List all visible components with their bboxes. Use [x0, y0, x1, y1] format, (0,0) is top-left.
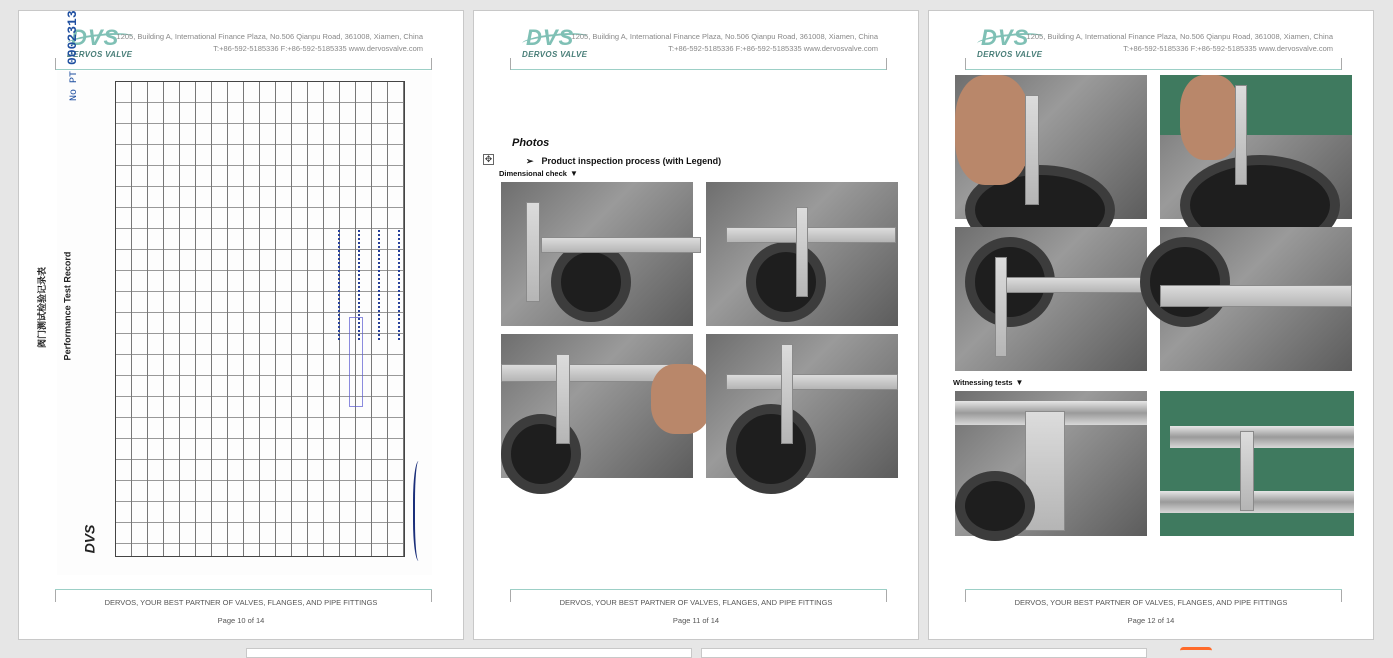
handwriting-mark	[378, 230, 386, 340]
document-page-14-partial	[701, 648, 1147, 658]
dropdown-triangle-icon[interactable]: ▼	[1015, 378, 1024, 387]
record-number-label: No PT	[69, 70, 80, 101]
page-number: Page 10 of 14	[217, 616, 265, 625]
photo-witnessing-test-1	[955, 391, 1147, 536]
move-handle-icon[interactable]: ✥	[484, 154, 493, 164]
arrow-bullet-icon: ➢	[526, 156, 534, 166]
header-rule	[965, 69, 1342, 70]
bullet-item	[526, 156, 721, 167]
caption-dimensional-check	[499, 169, 578, 178]
photo-dimensional-check-2	[706, 182, 898, 326]
photo-flange-check-2	[1160, 75, 1352, 219]
annotation-marker-icon	[1180, 647, 1212, 654]
photo-flange-check-1	[955, 75, 1147, 219]
logo-mark: DVS	[981, 25, 1030, 50]
footer-tagline: DERVOS, YOUR BEST PARTNER OF VALVES, FLANGES, AND PIPE FITTINGS	[1014, 598, 1288, 607]
record-number-value: 0002313	[65, 10, 80, 65]
photo-dimensional-check-3	[501, 334, 693, 478]
handwriting-mark	[338, 230, 346, 340]
dropdown-triangle-icon[interactable]: ▼	[569, 169, 578, 178]
logo-brand: DERVOS VALVE	[977, 50, 1043, 59]
handwriting-mark	[398, 230, 406, 340]
record-number	[65, 10, 80, 101]
photo-flange-check-4	[1160, 227, 1352, 371]
document-page-13-partial	[246, 648, 692, 658]
photo-flange-check-3	[955, 227, 1147, 371]
logo-mark: DVS	[71, 25, 120, 50]
contact-line: T:+86-592-5185336 F:+86-592-5185335 www.dervosvalve.com	[668, 44, 878, 53]
footer-rule	[510, 589, 887, 590]
logo-brand: DERVOS VALVE	[67, 50, 133, 59]
page-number: Page 11 of 14	[672, 616, 720, 625]
header-address	[117, 31, 423, 55]
photo-dimensional-check-1	[501, 182, 693, 326]
address-line: 1205, Building A, International Finance Plaza, No.506 Qianpu Road, 361008, Xiamen, China	[116, 32, 423, 41]
document-page-11	[473, 10, 919, 640]
logo-mark: DVS	[526, 25, 575, 50]
logo-brand: DERVOS VALVE	[522, 50, 588, 59]
header-address	[1027, 31, 1333, 55]
contact-line: T:+86-592-5185336 F:+86-592-5185335 www.dervosvalve.com	[213, 44, 423, 53]
address-line: 1205, Building A, International Finance Plaza, No.506 Qianpu Road, 361008, Xiamen, China	[571, 32, 878, 41]
document-page-10	[18, 10, 464, 640]
contact-line: T:+86-592-5185336 F:+86-592-5185335 www.dervosvalve.com	[1123, 44, 1333, 53]
footer-tagline: DERVOS, YOUR BEST PARTNER OF VALVES, FLANGES, AND PIPE FITTINGS	[559, 598, 833, 607]
inspection-stamp	[349, 317, 363, 407]
header-address	[572, 31, 878, 55]
page-number: Page 12 of 14	[1127, 616, 1175, 625]
caption-text: Dimensional check	[499, 169, 567, 178]
photo-dimensional-check-4	[706, 334, 898, 478]
footer-tagline: DERVOS, YOUR BEST PARTNER OF VALVES, FLANGES, AND PIPE FITTINGS	[104, 598, 378, 607]
caption-witnessing-tests	[953, 378, 1023, 387]
header-rule	[510, 69, 887, 70]
record-title-en: Performance Test Record	[62, 251, 73, 361]
section-title: Photos	[512, 137, 550, 149]
bullet-text: Product inspection process (with Legend)	[541, 156, 722, 166]
caption-text: Witnessing tests	[953, 378, 1013, 387]
inspector-signature	[413, 461, 427, 561]
footer-rule	[965, 589, 1342, 590]
document-page-12	[928, 10, 1374, 640]
record-title-cn: 阀门测试检验记录表	[37, 266, 48, 349]
record-logo: DVS	[81, 524, 98, 554]
address-line: 1205, Building A, International Finance Plaza, No.506 Qianpu Road, 361008, Xiamen, China	[1026, 32, 1333, 41]
header-rule	[55, 69, 432, 70]
footer-rule	[55, 589, 432, 590]
photo-witnessing-test-2	[1160, 391, 1354, 536]
